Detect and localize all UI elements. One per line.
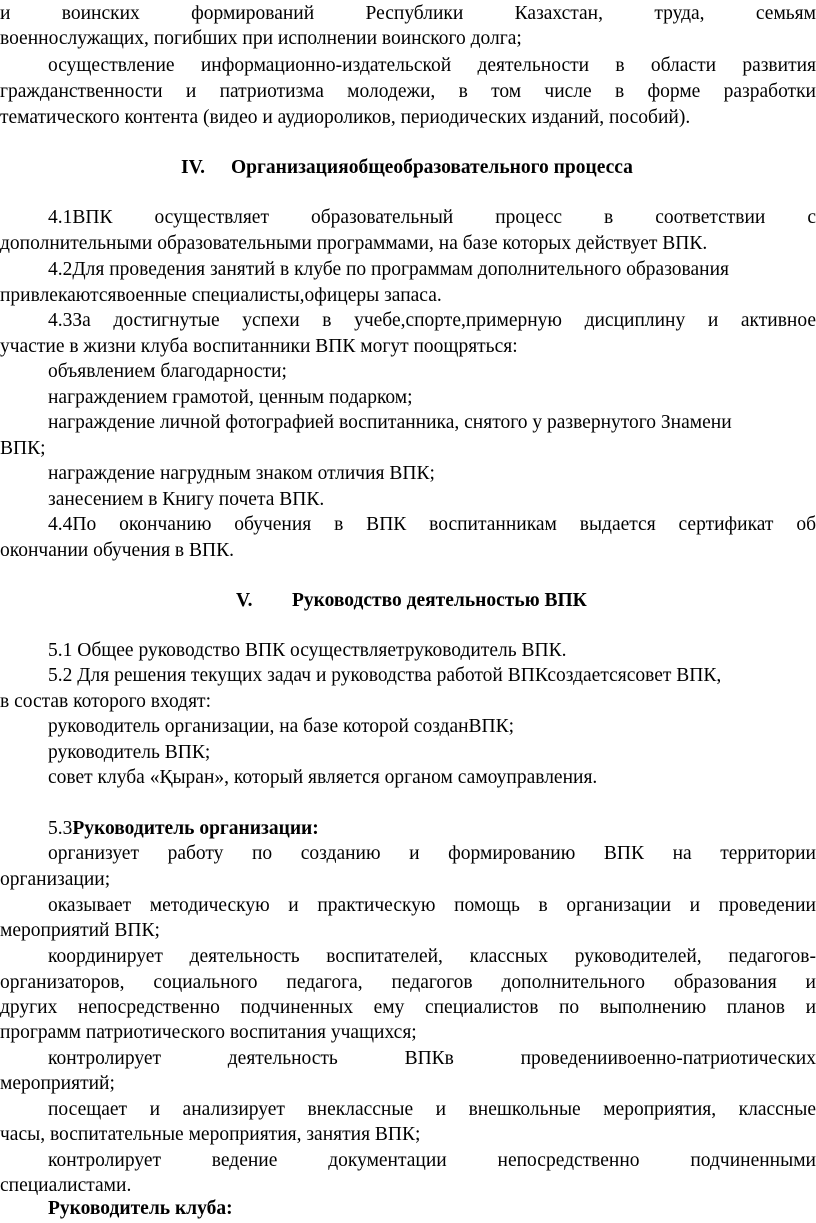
text-line: привлекаютсявоенные специалисты,офицеры запаса. (0, 285, 442, 306)
list-item: оказывает методическую и практическую помощь в организации и проведении (48, 895, 816, 916)
text-line: осуществление информационно-издательской деятельности в области развития (48, 55, 816, 76)
text-line: 4.1ВПК осуществляет образовательный процесс в соответствии с (48, 207, 816, 228)
list-item: контролирует ведение документации непосредственно подчиненными (48, 1150, 816, 1171)
text-line: окончании обучения в ВПК. (0, 540, 234, 561)
list-item: программ патриотического воспитания учащихся; (0, 1022, 417, 1043)
text-line: и воинских формирований Республики Казахстан, труда, семьям (0, 3, 816, 24)
text-line: гражданственности и патриотизма молодежи, в том числе в форме разработки (0, 81, 816, 102)
list-item: мероприятий ВПК; (0, 920, 160, 941)
text-line: военнослужащих, погибших при исполнении воинского долга; (0, 28, 522, 49)
list-item: часы, воспитательные мероприятия, занятия ВПК; (0, 1124, 421, 1145)
list-item: мероприятий; (0, 1073, 115, 1094)
subsection-heading (48, 817, 816, 843)
text-line: дополнительными образовательными программами, на базе которых действует ВПК. (0, 233, 708, 254)
list-item: занесением в Книгу почета ВПК. (48, 489, 325, 510)
section-number: IV. (181, 157, 206, 178)
list-item: награждение личной фотографией воспитанника, снятого у развернутого Знамени (48, 412, 732, 433)
section-title: Организацияобщеобразовательного процесса (231, 157, 633, 178)
list-item: других непосредственно подчиненных ему специалистов по выполнению планов и (0, 997, 816, 1018)
list-item: руководитель организации, на базе которой созданВПК; (48, 716, 515, 737)
text-line: 5.1 Общее руководство ВПК осуществляетруководитель ВПК. (48, 640, 567, 661)
section-heading-5 (0, 589, 816, 615)
text-line: в состав которого входят: (0, 691, 211, 712)
section-heading-4 (0, 156, 816, 182)
list-item: совет клуба «Қыран», который является органом самоуправления. (48, 767, 598, 788)
list-item: организует работу по созданию и формированию ВПК на территории (48, 843, 816, 864)
list-item: награждение нагрудным знаком отличия ВПК; (48, 463, 435, 484)
text-line: 4.3За достигнутые успехи в учебе,спорте,примерную дисциплину и активное (48, 310, 816, 331)
list-item: организаторов, социального педагога, педагогов дополнительного образования и (0, 972, 816, 993)
subsection-heading: Руководитель клуба: (48, 1198, 233, 1219)
section-number: V. (236, 590, 253, 611)
subsection-number: 5.3 (48, 818, 73, 839)
text-line: 4.4По окончанию обучения в ВПК воспитанникам выдается сертификат об (48, 514, 816, 535)
list-item: специалистами. (0, 1175, 132, 1196)
subsection-title: Руководитель организации: (72, 818, 319, 839)
text-line: участие в жизни клуба воспитанники ВПК могут поощряться: (0, 336, 518, 357)
text-line: 4.2Для проведения занятий в клубе по программам дополнительного образования (48, 259, 729, 280)
text-line: 5.2 Для решения текущих задач и руководства работой ВПКсоздаетсясовет ВПК, (48, 665, 722, 686)
list-item: посещает и анализирует внеклассные и внешкольные мероприятия, классные (48, 1099, 816, 1120)
list-item: координирует деятельность воспитателей, классных руководителей, педагогов- (48, 946, 816, 967)
section-title: Руководство деятельностью ВПК (292, 590, 587, 611)
list-item: контролирует деятельность ВПКв проведениивоенно-патриотических (48, 1048, 816, 1069)
list-item: объявлением благодарности; (48, 361, 287, 382)
list-item: ВПК; (0, 438, 46, 459)
list-item: руководитель ВПК; (48, 742, 211, 763)
text-line: тематического контента (видео и аудиороликов, периодических изданий, пособий). (0, 107, 691, 128)
list-item: награждением грамотой, ценным подарком; (48, 387, 413, 408)
list-item: организации; (0, 869, 111, 890)
